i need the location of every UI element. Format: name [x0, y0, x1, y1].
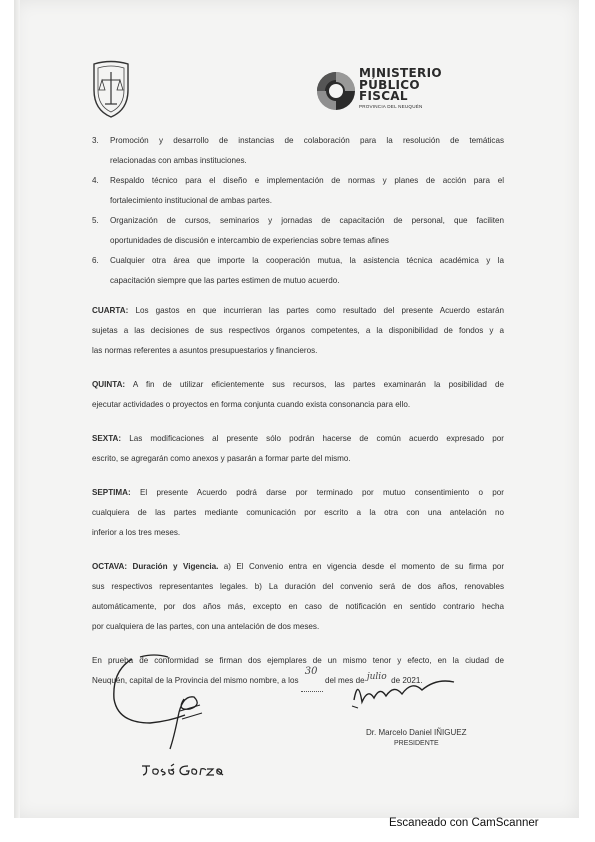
left-signature — [110, 651, 260, 751]
closing-text: En prueba de conformidad se firman dos ejemplares de un mismo tenor y efecto, en la ciudad de — [92, 656, 504, 665]
clause-text: Las modificaciones al presente sólo podrán hacerse de común acuerdo expresado por — [129, 434, 504, 443]
clause-text: sus respectivos representantes legales. b) La duración del convenio será de dos años, renovables — [92, 582, 504, 591]
item-text-line: Promoción y desarrollo de instancias de colaboración para la resolución de temáticas — [110, 136, 504, 145]
item-text-line: fortalecimiento institucional de ambas partes. — [110, 196, 272, 205]
item-text-line: Cualquier otra área que importe la cooperación mutua, la asistencia técnica académica y la — [110, 256, 504, 265]
clause-text: inferior a los tres meses. — [92, 528, 181, 537]
clause-cuarta — [92, 301, 504, 361]
clause-text: Los gastos en que incurrieran las partes como resultado del presente Acuerdo estarán — [135, 306, 505, 315]
clause-septima — [92, 483, 504, 543]
signatory-name: Dr. Marcelo Daniel IÑIGUEZ — [366, 728, 467, 737]
clause-label: SEXTA: — [92, 434, 122, 443]
closing-text: de 2021. — [391, 676, 423, 685]
clause-text: sujetas a las decisiones de sus respectivos órganos competentes, a la disponibilidad de fondos y a — [92, 326, 504, 335]
list-item — [92, 251, 504, 291]
clause-text: escrito, se agregarán como anexos y pasarán a formar parte del mismo. — [92, 454, 351, 463]
item-text-line: relacionadas con ambas instituciones. — [110, 156, 247, 165]
item-text-line: capacitación siempre que las partes estimen de mutuo acuerdo. — [110, 276, 340, 285]
list-item — [92, 171, 504, 211]
handwritten-day-value: 30 — [304, 666, 318, 677]
ministerio-publico-logo-icon — [315, 70, 357, 112]
clause-label: QUINTA: — [92, 380, 126, 389]
handwritten-name-signature — [140, 760, 226, 778]
clause-text: El presente Acuerdo podrá darse por terminado por mutuo consentimiento o por — [139, 488, 504, 497]
item-text-line: Respaldo técnico para el diseño e implementación de normas y planes de acción para el — [110, 176, 504, 185]
ministerio-publico-wordmark — [359, 68, 442, 109]
item-text-line: Organización de cursos, seminarios y jornadas de capacitación de personal, que faciliten — [110, 216, 504, 225]
clause-sexta — [92, 429, 504, 469]
item-text-line: oportunidades de discusión e intercambio de experiencias sobre temas afines — [110, 236, 389, 245]
clause-text: ejecutar actividades o proyectos en forma conjunta cuando exista consonancia para ello. — [92, 400, 411, 409]
clause-text: a) El Convenio entra en vigencia desde el momento de su firma por — [223, 562, 505, 571]
item-number: 4. — [92, 176, 99, 185]
handwritten-month-value: julio — [366, 672, 387, 682]
clause-label: CUARTA: — [92, 306, 129, 315]
clause-label: SEPTIMA: — [92, 488, 131, 497]
item-number: 5. — [92, 216, 99, 225]
handwritten-day — [301, 666, 323, 692]
wordmark-line-1: MINISTERIO — [359, 66, 442, 80]
closing-text: del mes de — [325, 676, 365, 685]
right-signature — [350, 672, 460, 712]
wordmark-line-4: PROVINCIA DEL NEUQUÉN — [359, 103, 423, 109]
scanner-watermark: Escaneado con CamScanner — [389, 817, 539, 829]
court-crest-logo — [88, 60, 134, 120]
clause-label: OCTAVA: Duración y Vigencia. — [92, 562, 219, 571]
clause-text: cualquiera de las partes mediante comunicación por escrito a la otra con una antelación no — [92, 508, 504, 517]
list-item — [92, 131, 504, 171]
item-number: 3. — [92, 136, 99, 145]
signatory-title: PRESIDENTE — [394, 740, 439, 747]
clause-text: automáticamente, por dos años más, excepto en caso de notificación en sentido contrario hecha — [92, 602, 504, 611]
clause-text: A fin de utilizar eficientemente sus recursos, las partes examinarán la posibilidad de — [132, 380, 504, 389]
clause-quinta — [92, 375, 504, 415]
list-item — [92, 211, 504, 251]
page-edge-shadow — [14, 0, 20, 818]
wordmark-line-3: FISCAL — [359, 89, 408, 103]
clause-octava — [92, 557, 504, 637]
clause-text: las normas referentes a asuntos presupuestarios y financieros. — [92, 346, 318, 355]
item-number: 6. — [92, 256, 99, 265]
closing-text: Neuquén, capital de la Provincia del mismo nombre, a los — [92, 676, 299, 685]
document-body — [92, 131, 504, 692]
wordmark-line-2: PÚBLICO — [359, 77, 420, 92]
clause-text: por cualquiera de las partes, con una antelación de dos meses. — [92, 622, 320, 631]
